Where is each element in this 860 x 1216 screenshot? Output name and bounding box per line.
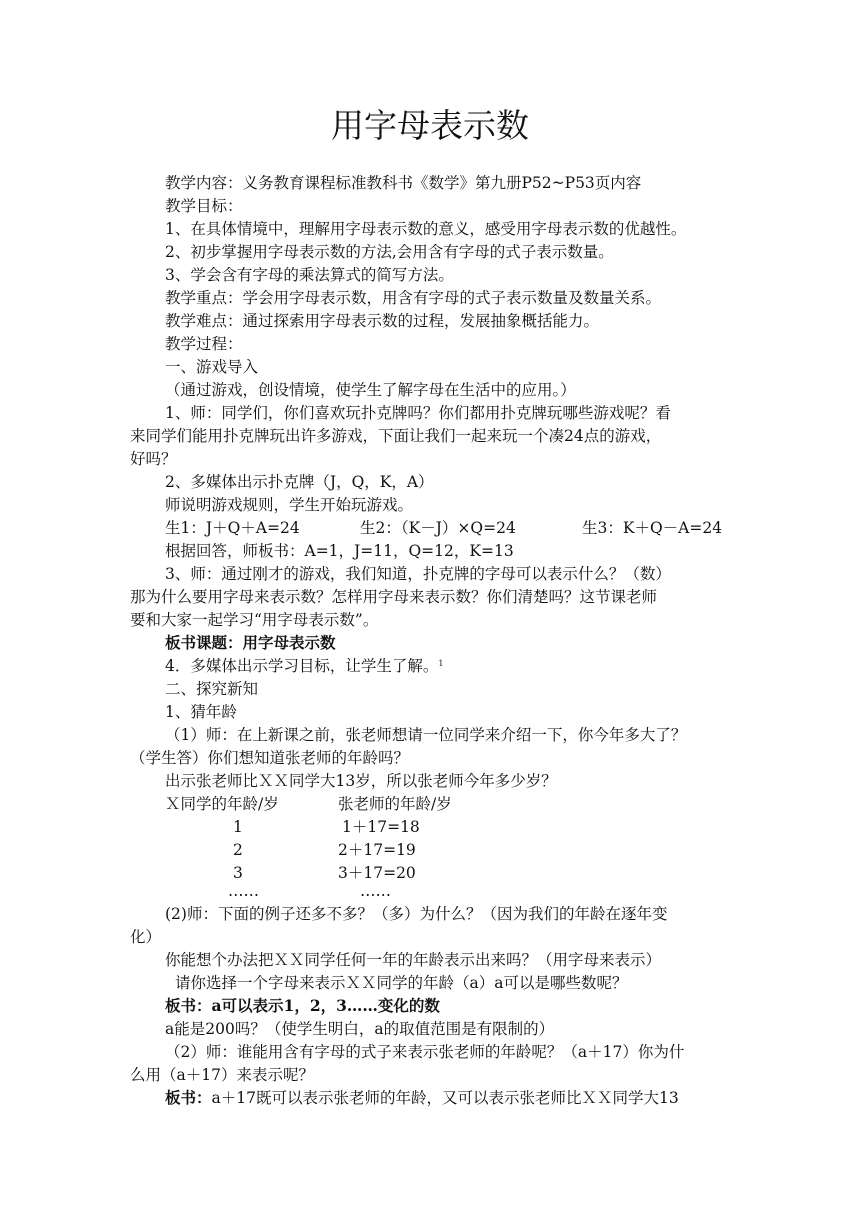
line-objectives-text: 4．多媒体出示学习目标，让学生了解。	[165, 657, 439, 675]
line-board-expression	[165, 1087, 679, 1109]
line-paragraph: （2）师：谁能用含有字母的式子来表示张老师的年龄呢？（a＋17）你为什	[165, 1043, 685, 1061]
line-student-2: 生2：（K－J）×Q=24	[360, 519, 516, 537]
line-rules: 师说明游戏规则，学生开始玩游戏。	[165, 496, 414, 514]
line-paragraph: 好吗？	[130, 450, 177, 468]
line-key-point: 教学重点：学会用字母表示数，用含有字母的式子表示数量及数量关系。	[165, 289, 662, 307]
line-paragraph: 那为什么要用字母来表示数？怎样用字母来表示数？你们清楚吗？这节课老师	[130, 588, 658, 606]
line-section-2: 二、探究新知	[165, 680, 259, 698]
line-goal-1: 1、在具体情境中，理解用字母表示数的意义，感受用字母表示数的优越性。	[165, 220, 687, 238]
line-objectives	[165, 655, 443, 677]
table-cell: ……	[360, 882, 391, 900]
line-paragraph: 1、师：同学们，你们喜欢玩扑克牌吗？你们都用扑克牌玩哪些游戏呢？看	[165, 404, 671, 422]
table-cell: 3	[233, 864, 243, 882]
table-header-teacher: 张老师的年龄/岁	[338, 795, 452, 813]
line-process-heading: 教学过程：	[165, 335, 243, 353]
table-header-student: Ｘ同学的年龄/岁	[165, 795, 279, 813]
line-section-1: 一、游戏导入	[165, 358, 259, 376]
line-guess-age: 1、猜年龄	[165, 703, 237, 721]
line-prompt: 出示张老师比ＸＸ同学大13岁，所以张老师今年多少岁？	[165, 772, 557, 790]
line-paragraph: 请你选择一个字母来表示ＸＸ同学的年龄（a）a可以是哪些数呢？	[175, 974, 628, 992]
table-cell: 2	[233, 841, 243, 859]
line-paragraph: 要和大家一起学习“用字母表示数”。	[130, 611, 379, 629]
line-cards: 2、多媒体出示扑克牌（J，Q，K，A）	[165, 473, 434, 491]
line-paragraph: （学生答）你们想知道张老师的年龄吗？	[130, 749, 410, 767]
line-game-note: （通过游戏，创设情境，使学生了解字母在生活中的应用。）	[165, 381, 576, 399]
table-cell: 1	[233, 818, 243, 836]
line-student-1: 生1：J＋Q＋A=24	[165, 519, 300, 537]
line-goal-3: 3、学会含有字母的乘法算式的简写方法。	[165, 266, 454, 284]
line-goal-2: 2、初步掌握用字母表示数的方法,会用含有字母的式子表示数量。	[165, 243, 614, 261]
footnote-mark: 1	[438, 659, 444, 668]
page-title: 用字母表示数	[331, 106, 529, 145]
line-goals-heading: 教学目标：	[165, 197, 243, 215]
line-paragraph: a能是200吗？（使学生明白，a的取值范围是有限制的）	[165, 1020, 555, 1038]
line-paragraph: 3、师：通过刚才的游戏，我们知道，扑克牌的字母可以表示什么？（数）	[165, 565, 671, 583]
line-board-a: 板书：a可以表示1，2，3……变化的数	[165, 996, 440, 1015]
line-paragraph: (2)师：下面的例子还多不多？（多）为什么？（因为我们的年龄在逐年变	[165, 905, 668, 923]
line-student-3: 生3：K＋Q－A=24	[582, 519, 723, 537]
board-label: 板书：	[165, 1088, 212, 1107]
table-cell: 3＋17=20	[338, 864, 416, 882]
table-cell: ……	[228, 882, 259, 900]
line-paragraph: 你能想个办法把ＸＸ同学任何一年的年龄表示出来吗？（用字母来表示）	[165, 951, 662, 969]
line-paragraph: （1）师：在上新课之前，张老师想请一位同学来介绍一下，你今年多大了？	[165, 726, 687, 744]
line-paragraph: 化）	[130, 928, 162, 946]
line-content: 教学内容：义务教育课程标准教科书《数学》第九册P52~P53页内容	[165, 174, 642, 192]
line-paragraph: 么用（a＋17）来表示呢？	[130, 1066, 314, 1084]
table-cell: 1＋17=18	[342, 818, 420, 836]
line-difficulty: 教学难点：通过探索用字母表示数的过程，发展抽象概括能力。	[165, 312, 600, 330]
table-cell: 2＋17=19	[338, 841, 416, 859]
board-expression-text: a＋17既可以表示张老师的年龄，又可以表示张老师比ＸＸ同学大13	[211, 1089, 679, 1107]
line-board-title: 板书课题：用字母表示数	[165, 633, 336, 652]
line-board: 根据回答，师板书：A=1，J=11，Q=12，K=13	[165, 542, 514, 560]
line-paragraph: 来同学们能用扑克牌玩出许多游戏，下面让我们一起来玩一个凑24点的游戏，	[130, 427, 662, 445]
